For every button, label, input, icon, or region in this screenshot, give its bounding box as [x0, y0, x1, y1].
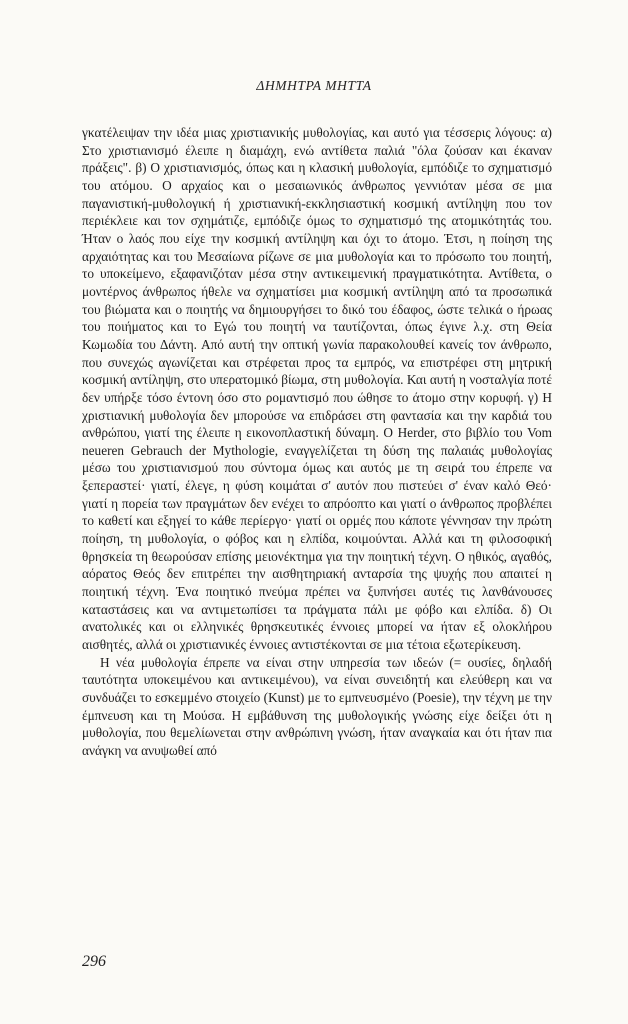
- paragraph: γκατέλειψαν την ιδέα μιας χριστιανικής μυθολογίας, και αυτό για τέσσερις λόγους: α) Στο χριστιανισμό έλειπε η διαμάχη, ενώ αντίθετα παλιά "όλα ζούσαν και έκαναν πράξεις". β) Ο χριστιανισμός, όπως και η κλασική μυθολογία, εμπόδιζε το σχηματισμό του ατόμου. Ο αρχαίος και ο μεσαιωνικός άνθρωπος γεννιόταν μέσα σε μια παγανιστική-μυθολογική ή χριστιανική-εκκλησιαστική κοσμική αντίληψη που τον περιέκλειε και τον σχημάτιζε, εμπόδιζε όμως το σχηματισμό της ατομικότητάς του. Ήταν ο λαός που είχε την κοσμική αντίληψη και όχι το άτομο. Έτσι, η ποίηση της αρχαιότητας και του Μεσαίωνα ρίζωνε σε μια μυθολογία και το πρόσωπο του ποιητή, το υποκείμενο, εξαφανιζόταν μέσα στην αντικειμενική πραγματικότητα. Αντίθετα, ο μοντέρνος άνθρωπος ήθελε να σχηματίσει μια κοσμική αντίληψη από τα προσωπικά του βιώματα και ο ποιητής να δημιουργήσει το δικό του έδαφος, ώστε τελικά ο ήρωας του ποιήματος και το Εγώ του ποιητή να ταυτίζονται, όπως έγινε λ.χ. στη Θεία Κωμωδία του Δάντη. Από αυτή την οπτική γωνία παρακολουθεί κανείς τον άνθρωπο, που συνεχώς αγωνίζεται και στρέφεται προς τα εμπρός, να επιστρέφει στη μητρική κοσμική αντίληψη, στο υπερατομικό βίωμα, στη μυθολογία. Και αυτή η νοσταλγία ποτέ δεν υπήρξε τόσο έντονη όσο στο ρομαντισμό που ώθησε το άτομο στην κορυφή. γ) Η χριστιανική μυθολογία δεν μπορούσε να επιδράσει στη φαντασία και την καρδιά του ανθρώπου, γιατί της έλειπε η εικονοπλαστική δύναμη. Ο Herder, στο βιβλίο του Vom neueren Gebrauch der Mythologie, εναγγελίζεται τη δύση της παλαιάς μυθολογίας μέσω του χριστιανισμού που σύντομα όμως και αυτός με τη σειρά του έπρεπε να ξεπεραστεί· γιατί, έλεγε, η φύση κοιμάται σ' αυτόν που πιστεύει σ' έναν καλό Θεό· γιατί η πορεία των πραγμάτων δεν ενέχει το απρόοπτο και γιατί ο άνθρωπος προβλέπει το καθετί και εξηγεί το κάθε περίεργο· γιατί οι ορμές που κάποτε γέννησαν την πρώτη ποίηση, τη μυθολογία, ο φόβος και η ελπίδα, κοιμούνται. Αλλά και τη φιλοσοφική θρησκεία τη θεωρούσαν επίσης μειονέκτημα για την ποιητική τέχνη. Ο ηθικός, αγαθός, αόρατος Θεός δεν επιτρέπει την αισθητηριακή ανταρσία της ψυχής που απαιτεί η ποιητική τέχνη. Ένα ποιητικό πνεύμα πρέπει να ξυπνήσει αυτές τις λανθάνουσες καταστάσεις και να αντιμετωπίσει τα πράγματα πάλι με φόβο και ελπίδα. δ) Οι ανατολικές και οι ελληνικές θρησκευτικές έννοιες μπορεί να ήταν εξ ολοκλήρου αισθητές, αλλά οι χριστιανικές έννοιες αντιστέκονται σε μια τέτοια εξωτερίκευση.: [82, 125, 552, 653]
- running-head: ΔΗΜΗΤΡΑ ΜΗΤΤΑ: [256, 78, 372, 93]
- paragraph: Η νέα μυθολογία έπρεπε να είναι στην υπηρεσία των ιδεών (= ουσίες, δηλαδή ταυτότητα υποκειμένου και αντικειμένου), να είναι συνειδητή και ελεύθερη και να συνδυάζει το εσκεμμένο στοιχείο (Kunst) με το εμπνευσμένο (Poesie), την τέχνη με την έμπνευση και τη Μούσα. Η εμβάθυνση της μυθολογικής γνώσης είχε δείξει ότι η μυθολογία, που θεμελίωνεται στην ανθρώπινη γνώση, ήταν αναγκαία και ότι ήταν πια ανάγκη να ανυψωθεί από: [82, 654, 552, 758]
- page-number: 296: [82, 953, 106, 970]
- body-text: [82, 124, 552, 760]
